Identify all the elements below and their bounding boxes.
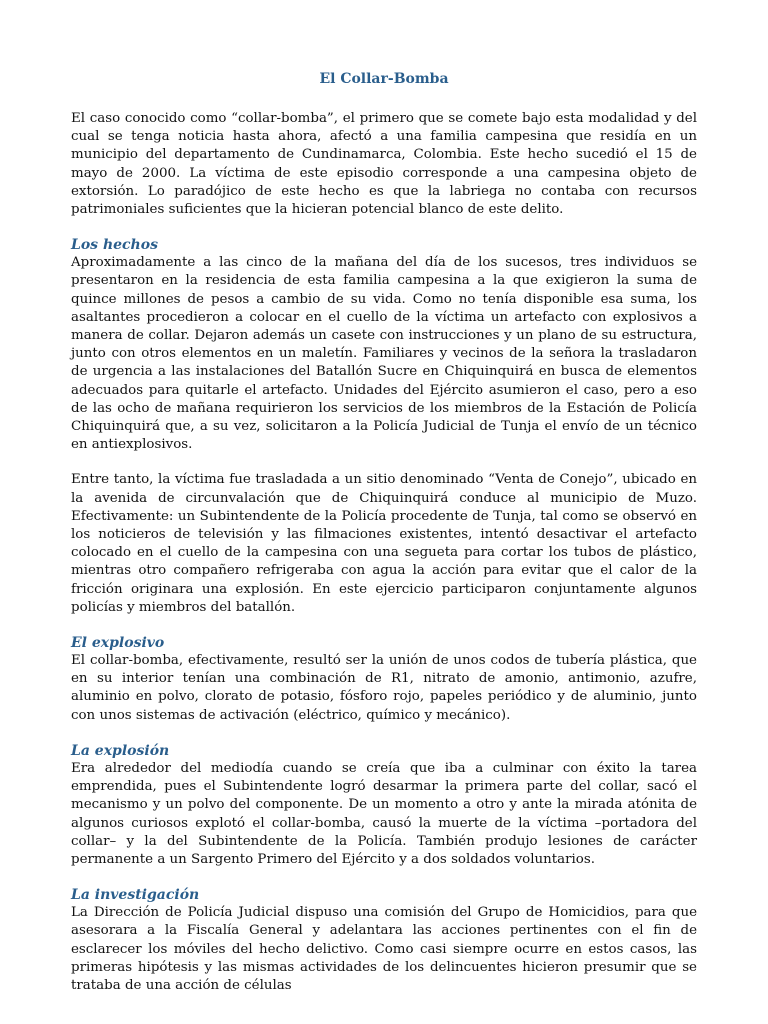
section-paragraph: El collar-bomba, efectivamente, resultó ser la unión de unos codos de tubería plástica, que en su interior tenían una combinación de R1, nitrato de amonio, antimonio, azufre, aluminio en polvo, clorato de potasio, fósforo rojo, papeles periódico y de aluminio, junto con unos sistemas de activación (eléctrico, químico y mecánico). [71, 653, 697, 723]
section-el-explosivo [71, 634, 697, 725]
section-paragraph: Aproximadamente a las cinco de la mañana del día de los sucesos, tres individuos se presentaron en la residencia de esta familia campesina a la que exigieron la suma de quince millones de pesos a cambio de su vida. Como no tenía disponible esa suma, los asaltantes procedieron a colocar en el cuello de la víctima un artefacto con explosivos a manera de collar. Dejaron además un casete con instrucciones y un plano de su estructura, junto con otros elementos en un maletín. Familiares y vecinos de la señora la trasladaron de urgencia a las instalaciones del Batallón Sucre en Chiquinquirá en busca de elementos adecuados para quitarle el artefacto. Unidades del Ejército asumieron el caso, pero a eso de las ocho de mañana requirieron los servicios de los miembros de la Estación de Policía Chiquinquirá que, a su vez, solicitaron a la Policía Judicial de Tunja el envío de un técnico en antiexplosivos. [71, 255, 697, 453]
intro-paragraph: El caso conocido como “collar-bomba”, el primero que se comete bajo esta modalidad y del cual se tenga noticia hasta ahora, afectó a una familia campesina que residía en un municipio del departamento de Cundinamarca, Colombia. Este hecho sucedió el 15 de mayo de 2000. La víctima de este episodio corresponde a una campesina objeto de extorsión. Lo paradójico de este hecho es que la labriega no contaba con recursos patrimoniales suficientes que la hicieran potencial blanco de este delito. [71, 111, 697, 218]
section-paragraph: Era alrededor del mediodía cuando se creía que iba a culminar con éxito la tarea emprendida, pues el Subintendente logró desarmar la primera parte del collar, sacó el mecanismo y un polvo del componente. De un momento a otro y ante la mirada atónita de algunos curiosos explotó el collar-bomba, causó la muerte de la víctima –portadora del collar– y la del Subintendente de la Policía. También produjo lesiones de carácter permanente a un Sargento Primero del Ejército y a dos soldados voluntarios. [71, 760, 697, 867]
section-la-investigacion [71, 886, 697, 995]
section-heading-la-explosion: La explosión [71, 742, 170, 759]
document-title: El Collar-Bomba [319, 71, 449, 87]
section-la-explosion [71, 742, 697, 869]
section-heading-los-hechos: Los hechos [71, 237, 158, 254]
section-heading-el-explosivo: El explosivo [71, 635, 165, 652]
document-body [71, 70, 697, 1012]
section-los-hechos [71, 236, 697, 617]
section-paragraph: Entre tanto, la víctima fue trasladada a un sitio denominado “Venta de Conejo”, ubicado en la avenida de circunvalación que de Chiquinquirá conduce al municipio de Muzo. Efectivamente: un Subintendente de la Policía procedente de Tunja, tal como se observó en los noticieros de televisión y las filmaciones existentes, intentó desactivar el artefacto colocado en el cuello de la campesina con una segueta para cortar los tubos de plástico, mientras otro compañero refrigeraba con agua la acción para evitar que el calor de la fricción originara una explosión. En este ejercicio participaron conjuntamente algunos policías y miembros del batallón. [71, 472, 697, 615]
section-paragraph: La Dirección de Policía Judicial dispuso una comisión del Grupo de Homicidios, para que asesorara a la Fiscalía General y adelantara las acciones pertinentes con el fin de esclarecer los móviles del hecho delictivo. Como casi siempre ocurre en estos casos, las primeras hipótesis y las mismas actividades de los delincuentes hicieron presumir que se trataba de una acción de células [71, 905, 697, 993]
section-heading-la-investigacion: La investigación [71, 887, 200, 904]
